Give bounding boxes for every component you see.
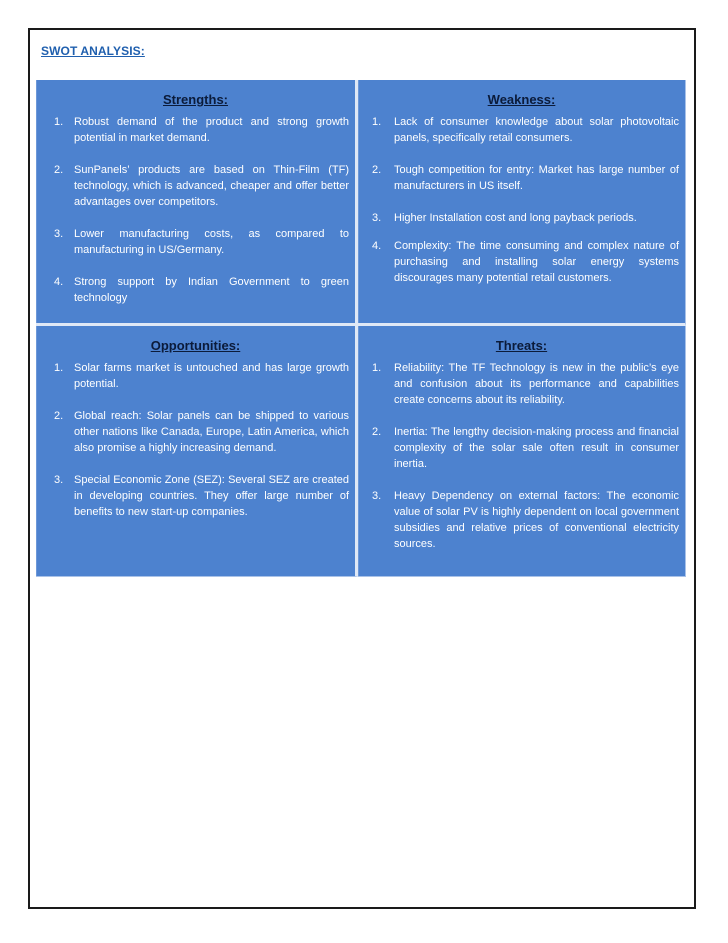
weakness-list <box>358 114 685 286</box>
list-item <box>36 360 355 392</box>
threats-list <box>358 360 685 552</box>
list-text: Tough competition for entry: Market has large number of manufacturers in US itself. <box>394 164 679 192</box>
list-text: Inertia: The lengthy decision-making process and financial complexity of the solar sale often result in consumer inertia. <box>394 426 679 470</box>
list-item <box>358 210 685 226</box>
list-item <box>358 360 685 408</box>
list-text: Strong support by Indian Government to green technology <box>74 276 349 304</box>
list-number: 1. <box>372 362 382 374</box>
strengths-list <box>36 114 355 306</box>
list-number: 3. <box>372 490 382 502</box>
list-text: Heavy Dependency on external factors: The economic value of solar PV is highly dependent on local government subsidies and relative prices of conventional electricity sources. <box>394 490 679 550</box>
weakness-heading: Weakness: <box>487 92 556 107</box>
opportunities-cell <box>36 326 358 577</box>
list-number: 3. <box>54 474 64 486</box>
list-text: Reliability: The TF Technology is new in the public’s eye and confusion about its performance and capabilities create concerns about its reliability. <box>394 362 679 406</box>
swot-table <box>36 80 686 577</box>
list-text: Solar farms market is untouched and has large growth potential. <box>74 362 349 390</box>
list-item <box>358 488 685 552</box>
page-title: SWOT ANALYSIS: <box>41 44 145 58</box>
list-text: Special Economic Zone (SEZ): Several SEZ are created in developing countries. They offer large number of benefits to new start-up companies. <box>74 474 349 518</box>
list-text: Robust demand of the product and strong growth potential in market demand. <box>74 116 349 144</box>
list-number: 1. <box>372 116 382 128</box>
list-item <box>36 162 355 210</box>
list-item <box>358 424 685 472</box>
list-number: 2. <box>372 164 382 176</box>
list-number: 2. <box>54 410 64 422</box>
list-text: Global reach: Solar panels can be shipped to various other nations like Canada, Europe, Latin America, which also promise a highly increasing demand. <box>74 410 349 454</box>
list-text: Lack of consumer knowledge about solar photovoltaic panels, specifically retail consumers. <box>394 116 679 144</box>
strengths-heading: Strengths: <box>163 92 228 107</box>
opportunities-heading: Opportunities: <box>150 338 241 353</box>
list-number: 3. <box>372 212 382 224</box>
list-number: 3. <box>54 228 64 240</box>
list-item <box>36 472 355 520</box>
list-text: Complexity: The time consuming and complex nature of purchasing and installing solar energy systems discourages many potential retail customers. <box>394 240 679 284</box>
list-number: 4. <box>54 276 64 288</box>
list-number: 2. <box>54 164 64 176</box>
list-item <box>358 238 685 286</box>
weakness-cell <box>358 80 686 326</box>
list-text: SunPanels’ products are based on Thin-Film (TF) technology, which is advanced, cheaper and offer better advantages over competitors. <box>74 164 349 208</box>
list-item <box>36 408 355 456</box>
threats-heading: Threats: <box>495 338 548 353</box>
strengths-cell <box>36 80 358 326</box>
opportunities-list <box>36 360 355 520</box>
list-number: 1. <box>54 116 64 128</box>
list-item <box>358 114 685 146</box>
list-item <box>36 114 355 146</box>
list-number: 1. <box>54 362 64 374</box>
list-text: Lower manufacturing costs, as compared to manufacturing in US/Germany. <box>74 228 349 256</box>
threats-cell <box>358 326 686 577</box>
list-item <box>36 274 355 306</box>
list-number: 2. <box>372 426 382 438</box>
list-item <box>358 162 685 194</box>
list-text: Higher Installation cost and long payback periods. <box>394 212 637 224</box>
list-item <box>36 226 355 258</box>
list-number: 4. <box>372 240 382 252</box>
